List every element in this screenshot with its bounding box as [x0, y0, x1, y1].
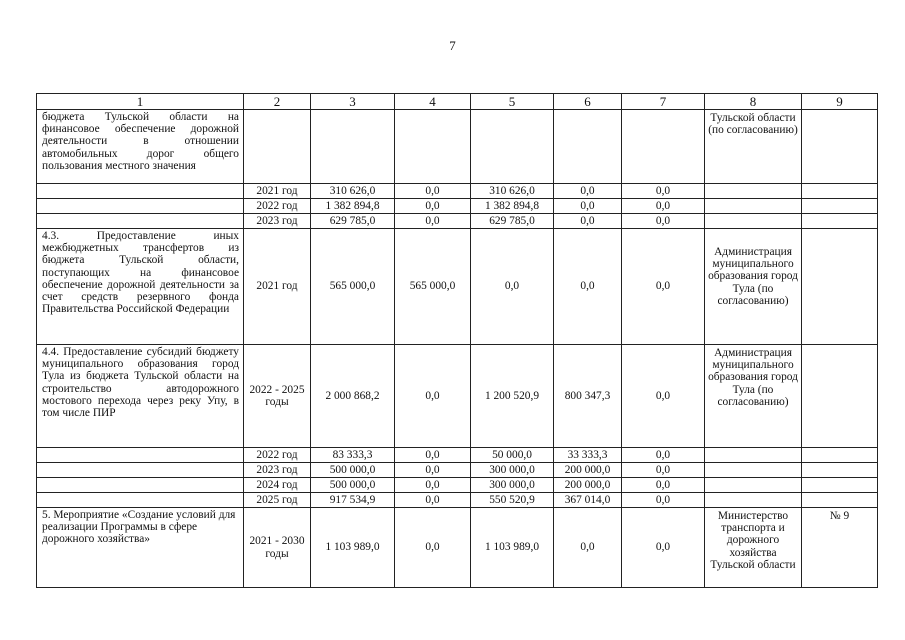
activity-description: 4.3. Предоставление иных межбюджетных трансфертов из бюджета Тульской области, поступающих на финансовое обеспечение дорожной деятельности за счет средств резервного фонда Правительства Российской Федерации — [37, 229, 244, 345]
header-cell: 3 — [311, 94, 395, 110]
link-cell — [802, 345, 878, 448]
header-row — [37, 94, 878, 110]
local-cell: 0,0 — [554, 508, 622, 588]
year-cell: 2022 год — [244, 199, 311, 214]
local-cell: 0,0 — [554, 199, 622, 214]
period-cell: 2021 - 2030 годы — [244, 508, 311, 588]
local-cell: 33 333,3 — [554, 448, 622, 463]
responsible-cell — [705, 214, 802, 229]
responsible-cell: Тульской области (по согласованию) — [705, 110, 802, 184]
local-cell: 200 000,0 — [554, 478, 622, 493]
year-cell: 2025 год — [244, 493, 311, 508]
header-cell: 4 — [395, 94, 471, 110]
header-cell: 5 — [471, 94, 554, 110]
link-cell — [802, 229, 878, 345]
federal-cell: 0,0 — [395, 463, 471, 478]
year-cell: 2023 год — [244, 214, 311, 229]
header-cell: 7 — [622, 94, 705, 110]
year-cell: 2023 год — [244, 463, 311, 478]
responsible-cell — [705, 184, 802, 199]
total-cell: 1 382 894,8 — [311, 199, 395, 214]
page-number: 7 — [449, 38, 456, 53]
regional-cell — [471, 110, 554, 184]
link-cell: № 9 — [802, 508, 878, 588]
total-cell: 1 103 989,0 — [311, 508, 395, 588]
federal-cell — [395, 110, 471, 184]
other-cell: 0,0 — [622, 345, 705, 448]
link-cell — [802, 214, 878, 229]
activity-description — [37, 448, 244, 463]
regional-cell: 50 000,0 — [471, 448, 554, 463]
other-cell: 0,0 — [622, 478, 705, 493]
other-cell: 0,0 — [622, 184, 705, 199]
local-cell: 0,0 — [554, 184, 622, 199]
total-cell: 83 333,3 — [311, 448, 395, 463]
period-cell: 2021 год — [244, 229, 311, 345]
other-cell: 0,0 — [622, 229, 705, 345]
activity-description: 4.4. Предоставление субсидий бюджету муниципального образования город Тула из бюджета Тульской области на строительство автодорожного мостового перехода через реку Упу, в том числе ПИР — [37, 345, 244, 448]
other-cell — [622, 110, 705, 184]
year-row — [37, 214, 878, 229]
responsible-cell: Администрация муниципального образования город Тула (по согласованию) — [705, 345, 802, 448]
link-cell — [802, 463, 878, 478]
federal-cell: 0,0 — [395, 345, 471, 448]
local-cell: 367 014,0 — [554, 493, 622, 508]
activity-description — [37, 199, 244, 214]
table-row — [37, 345, 878, 448]
responsible-cell — [705, 493, 802, 508]
link-cell — [802, 199, 878, 214]
link-cell — [802, 184, 878, 199]
responsible-cell — [705, 199, 802, 214]
total-cell: 917 534,9 — [311, 493, 395, 508]
total-cell: 565 000,0 — [311, 229, 395, 345]
link-cell — [802, 448, 878, 463]
federal-cell: 0,0 — [395, 493, 471, 508]
total-cell — [311, 110, 395, 184]
federal-cell: 0,0 — [395, 184, 471, 199]
regional-cell: 310 626,0 — [471, 184, 554, 199]
local-cell — [554, 110, 622, 184]
year-row — [37, 478, 878, 493]
total-cell: 500 000,0 — [311, 463, 395, 478]
total-cell: 2 000 868,2 — [311, 345, 395, 448]
regional-cell: 300 000,0 — [471, 478, 554, 493]
activity-description — [37, 184, 244, 199]
federal-cell: 0,0 — [395, 478, 471, 493]
link-cell — [802, 493, 878, 508]
regional-cell: 300 000,0 — [471, 463, 554, 478]
local-cell: 200 000,0 — [554, 463, 622, 478]
program-table — [36, 93, 878, 588]
responsible-cell: Министерство транспорта и дорожного хозяйства Тульской области — [705, 508, 802, 588]
year-row — [37, 184, 878, 199]
table-row — [37, 229, 878, 345]
activity-description — [37, 478, 244, 493]
period-cell: 2022 - 2025 годы — [244, 345, 311, 448]
federal-cell: 0,0 — [395, 199, 471, 214]
other-cell: 0,0 — [622, 199, 705, 214]
activity-description — [37, 463, 244, 478]
table-row — [37, 110, 878, 184]
header-cell: 8 — [705, 94, 802, 110]
regional-cell: 550 520,9 — [471, 493, 554, 508]
local-cell: 0,0 — [554, 214, 622, 229]
total-cell: 629 785,0 — [311, 214, 395, 229]
federal-cell: 565 000,0 — [395, 229, 471, 345]
other-cell: 0,0 — [622, 508, 705, 588]
responsible-cell — [705, 448, 802, 463]
other-cell: 0,0 — [622, 493, 705, 508]
header-cell: 1 — [37, 94, 244, 110]
activity-description: 5. Мероприятие «Создание условий для реализации Программы в сфере дорожного хозяйства» — [37, 508, 244, 588]
header-cell: 9 — [802, 94, 878, 110]
federal-cell: 0,0 — [395, 214, 471, 229]
year-row — [37, 493, 878, 508]
activity-description: бюджета Тульской области на финансовое обеспечение дорожной деятельности в отношении автомобильных дорог общего пользования местного значения — [37, 110, 244, 184]
regional-cell: 1 103 989,0 — [471, 508, 554, 588]
year-cell: 2024 год — [244, 478, 311, 493]
regional-cell: 1 382 894,8 — [471, 199, 554, 214]
link-cell — [802, 110, 878, 184]
total-cell: 310 626,0 — [311, 184, 395, 199]
activity-description — [37, 493, 244, 508]
year-cell: 2022 год — [244, 448, 311, 463]
year-row — [37, 199, 878, 214]
header-cell: 2 — [244, 94, 311, 110]
federal-cell: 0,0 — [395, 448, 471, 463]
responsible-cell — [705, 463, 802, 478]
regional-cell: 629 785,0 — [471, 214, 554, 229]
local-cell: 800 347,3 — [554, 345, 622, 448]
other-cell: 0,0 — [622, 448, 705, 463]
regional-cell: 1 200 520,9 — [471, 345, 554, 448]
responsible-cell: Администрация муниципального образования город Тула (по согласованию) — [705, 229, 802, 345]
link-cell — [802, 478, 878, 493]
other-cell: 0,0 — [622, 214, 705, 229]
total-cell: 500 000,0 — [311, 478, 395, 493]
activity-description — [37, 214, 244, 229]
year-row — [37, 448, 878, 463]
regional-cell: 0,0 — [471, 229, 554, 345]
header-cell: 6 — [554, 94, 622, 110]
other-cell: 0,0 — [622, 463, 705, 478]
responsible-cell — [705, 478, 802, 493]
local-cell: 0,0 — [554, 229, 622, 345]
period-cell — [244, 110, 311, 184]
table-row — [37, 508, 878, 588]
federal-cell: 0,0 — [395, 508, 471, 588]
year-row — [37, 463, 878, 478]
year-cell: 2021 год — [244, 184, 311, 199]
